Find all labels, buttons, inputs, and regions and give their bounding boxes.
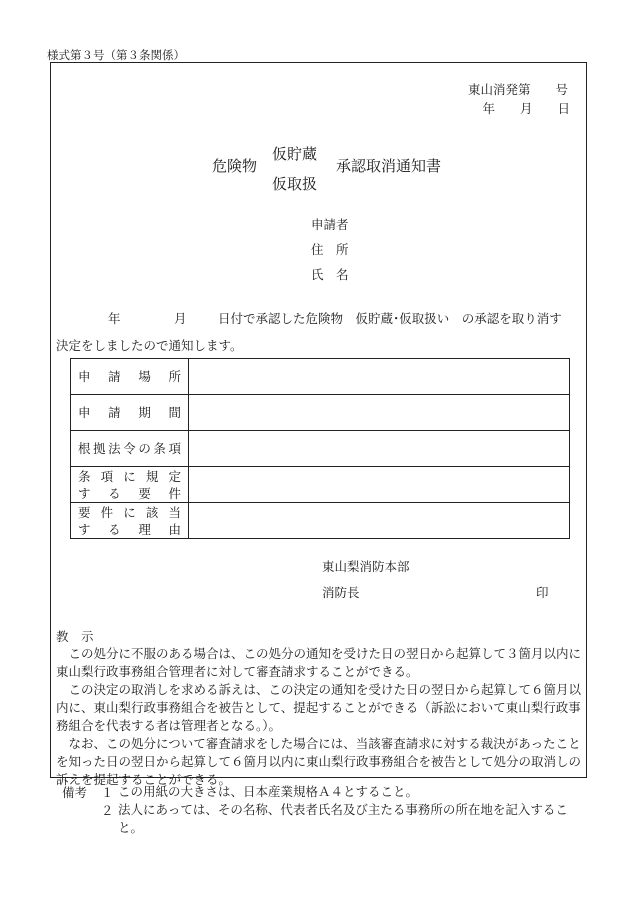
row-label-line1: 要 件 に 該 当 (78, 504, 181, 520)
body-month: 月 (174, 311, 187, 326)
applicant-address-label: 住 所 (311, 242, 349, 257)
notes-heading: 備考 (62, 785, 88, 800)
row-label: 申 請 期 間 (78, 405, 181, 420)
row-label-cell (71, 431, 189, 467)
issuer-chief: 消防長 (322, 585, 360, 600)
body-line2: 決定をしましたので通知します。 (56, 338, 243, 353)
row-label-line2: す る 要 件 (78, 485, 181, 501)
row-value-cell (189, 359, 570, 395)
body-line1-text: 日付で承認した危険物 仮貯蔵･仮取扱い の承認を取り消す (218, 311, 562, 326)
row-label-line2: す る 理 由 (78, 521, 181, 537)
document-date: 年 月 日 (482, 101, 570, 116)
table-row (71, 395, 570, 431)
note-1-text: この用紙の大きさは、日本産業規格Ａ４とすること。 (118, 784, 419, 799)
table-row (71, 359, 570, 395)
note-2-number: ２ (101, 803, 114, 818)
applicant-label: 申請者 (311, 217, 349, 232)
title-left: 危険物 (212, 157, 258, 175)
row-value-cell (189, 395, 570, 431)
row-label-line1: 条 項 に 規 定 (78, 468, 181, 484)
row-value-cell (189, 431, 570, 467)
issuer-department: 東山梨消防本部 (322, 559, 410, 574)
form-label: 様式第３号（第３条関係） (47, 48, 185, 62)
row-label-cell (71, 503, 189, 539)
note-1-number: １ (101, 785, 114, 800)
title-stack-top: 仮貯蔵 (272, 145, 318, 163)
applicant-name-label: 氏 名 (311, 267, 349, 282)
table-row (71, 431, 570, 467)
details-table (70, 358, 570, 539)
note-2-text: 法人にあっては、その名称、代表者氏名及び主たる事務所の所在地を記入すること。 (118, 802, 568, 835)
body-year: 年 (108, 311, 121, 326)
row-value-cell (189, 467, 570, 503)
row-label-cell (71, 395, 189, 431)
row-label: 根 拠 法 令 の 条 項 (78, 441, 181, 456)
table-row (71, 467, 570, 503)
title-right: 承認取消通知書 (336, 157, 442, 175)
row-label-cell (71, 467, 189, 503)
instruction-paragraph-1: この処分に不服のある場合は、この処分の通知を受けた日の翌日から起算して３箇月以内に東山梨行政事務組合管理者に対して審査請求することができる。 (56, 646, 582, 679)
row-label: 申 請 場 所 (78, 369, 181, 384)
instruction-heading: 教 示 (56, 629, 94, 644)
document-number: 東山消発第 号 (467, 82, 568, 97)
instruction-paragraph-3: なお、この処分について審査請求をした場合には、当該審査請求に対する裁決があったことを知った日の翌日から起算して６箇月以内に東山梨行政事務組合を被告として処分の取消しの訴えを提起することができる。 (56, 736, 582, 787)
title-stack-bottom: 仮取扱 (272, 175, 318, 193)
instruction-paragraph-2: この決定の取消しを求める訴えは、この決定の通知を受けた日の翌日から起算して６箇月以内に、東山梨行政事務組合を被告として、提起することができる（訴訟において東山梨行政事務組合を代表する者は管理者となる。）。 (56, 682, 582, 733)
row-value-cell (189, 503, 570, 539)
table-row (71, 503, 570, 539)
seal-mark: 印 (536, 585, 549, 600)
row-label-cell (71, 359, 189, 395)
